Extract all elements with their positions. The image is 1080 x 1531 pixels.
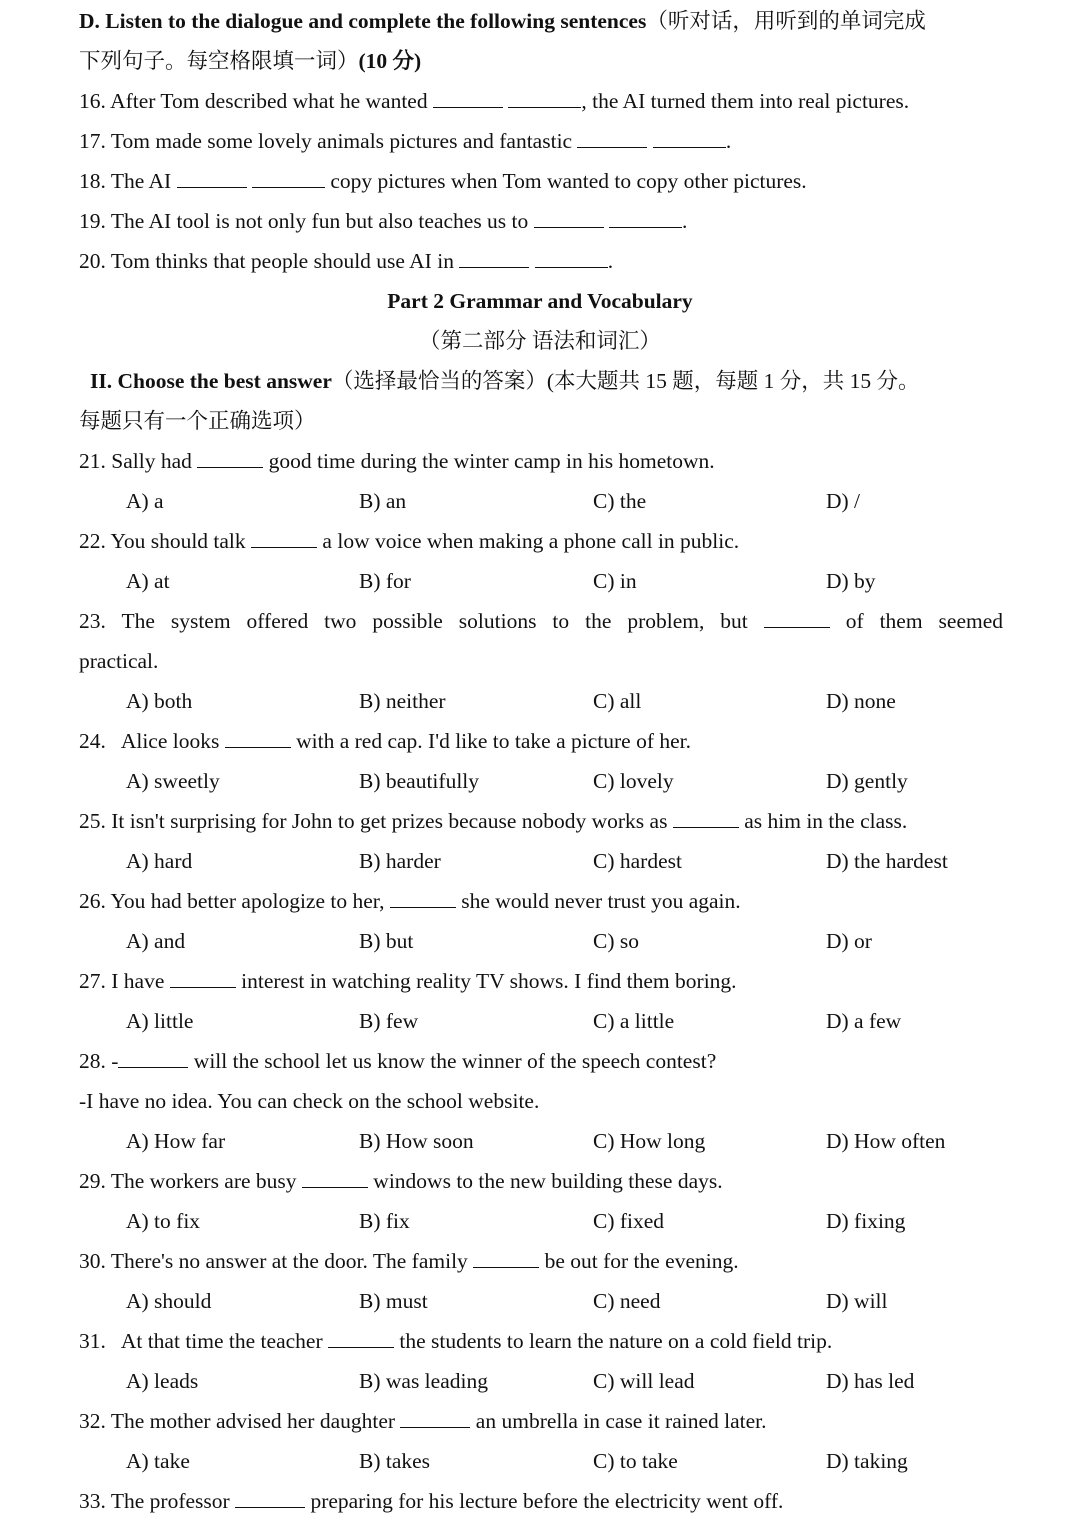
answer-blank	[302, 1167, 368, 1188]
section-d-heading-en: D. Listen to the dialogue and complete the following sentences	[79, 9, 647, 33]
part2-subtitle: （第二部分 语法和词汇）	[419, 329, 661, 353]
question-number: 22.	[79, 529, 106, 553]
question-29	[79, 1167, 1003, 1195]
answer-blank	[764, 607, 830, 628]
question-text: preparing for his lecture before the electricity went off.	[310, 1489, 784, 1513]
listening-item-16	[79, 87, 1003, 115]
item-number: 17.	[79, 129, 106, 153]
question-text: The workers are busy	[110, 1169, 297, 1193]
question-text: as him in the class.	[744, 809, 908, 833]
option-c: C) lovely	[593, 769, 674, 793]
question-text: with a red cap. I'd like to take a picture of her.	[296, 729, 692, 753]
option-a: A) take	[126, 1449, 190, 1473]
question-text: an umbrella in case it rained later.	[475, 1409, 767, 1433]
option-d: D) a few	[826, 1009, 902, 1033]
part2-title: Part 2 Grammar and Vocabulary	[387, 289, 693, 313]
option-b: B) for	[359, 569, 411, 593]
answer-blank	[118, 1047, 188, 1068]
question-text: the students to learn the nature on a cold field trip.	[399, 1329, 833, 1353]
question-number: 30.	[79, 1249, 106, 1273]
question-21	[79, 447, 1003, 475]
question-text: There's no answer at the door. The family	[110, 1249, 468, 1273]
item-text: The AI	[110, 169, 172, 193]
option-c: C) the	[593, 489, 647, 513]
answer-blank	[609, 207, 682, 228]
item-text: copy pictures when Tom wanted to copy other pictures.	[330, 169, 807, 193]
option-b: B) few	[359, 1009, 419, 1033]
question-25	[79, 807, 1003, 835]
question-text: be out for the evening.	[544, 1249, 739, 1273]
option-a: A) to fix	[126, 1209, 201, 1233]
item-text: Tom made some lovely animals pictures and fantastic	[110, 129, 573, 153]
option-d: D) How often	[826, 1129, 946, 1153]
question-23-continued: practical.	[79, 649, 159, 673]
option-d: D) or	[826, 929, 872, 953]
item-text: .	[725, 129, 732, 153]
section-d-points: (10 分)	[358, 49, 422, 73]
answer-blank	[673, 807, 739, 828]
item-text: .	[682, 209, 688, 233]
answer-blank	[534, 207, 604, 228]
question-number: 33.	[79, 1489, 106, 1513]
question-text: she would never trust you again.	[461, 889, 741, 913]
section-d-heading-cn1: （听对话，用听到的单词完成	[646, 9, 926, 33]
answer-blank	[535, 247, 608, 268]
item-number: 16.	[79, 89, 106, 113]
option-a: A) little	[126, 1009, 194, 1033]
section-ii-heading-en: II. Choose the best answer	[90, 369, 332, 393]
option-b: B) beautifully	[359, 769, 480, 793]
question-22	[79, 527, 1003, 555]
answer-blank	[177, 167, 247, 188]
section-ii-heading-line1	[90, 367, 1003, 395]
option-d: D) gently	[826, 769, 908, 793]
option-a: A) and	[126, 929, 186, 953]
question-number: 21.	[79, 449, 106, 473]
option-b: B) but	[359, 929, 414, 953]
item-number: 19.	[79, 209, 106, 233]
answer-blank	[577, 127, 647, 148]
section-ii-heading-cn1: （选择最恰当的答案）	[331, 369, 547, 393]
question-text: interest in watching reality TV shows. I find them boring.	[241, 969, 737, 993]
question-text: It isn't surprising for John to get prizes because nobody works as	[111, 809, 668, 833]
answer-blank	[433, 87, 503, 108]
question-text: The system offered two possible solutions to the problem, but	[121, 609, 748, 633]
question-number: 26.	[79, 889, 106, 913]
listening-item-19	[79, 207, 1003, 235]
option-b: B) takes	[359, 1449, 431, 1473]
question-27	[79, 967, 1003, 995]
answer-blank	[653, 127, 726, 148]
option-d: D) the hardest	[826, 849, 948, 873]
question-26	[79, 887, 1003, 915]
question-text: The mother advised her daughter	[110, 1409, 396, 1433]
option-a: A) at	[126, 569, 170, 593]
answer-blank	[251, 527, 317, 548]
section-ii-heading-line2: 每题只有一个正确选项）	[79, 409, 316, 433]
answer-blank	[473, 1247, 539, 1268]
option-a: A) both	[126, 689, 193, 713]
answer-blank	[225, 727, 291, 748]
question-32	[79, 1407, 1003, 1435]
section-ii-heading-mix: (本大题共 15 题，每题 1 分，共 15 分。	[546, 369, 920, 393]
option-c: C) How long	[593, 1129, 706, 1153]
section-d-heading-cn2: 下列句子。每空格限填一词）	[79, 49, 359, 73]
listening-item-17	[79, 127, 1003, 155]
option-b: B) was leading	[359, 1369, 488, 1393]
question-text: Alice looks	[120, 729, 220, 753]
question-text: I have	[111, 969, 165, 993]
answer-blank	[390, 887, 456, 908]
question-number: 28.	[79, 1049, 106, 1073]
answer-blank	[170, 967, 236, 988]
question-33	[79, 1487, 1003, 1515]
option-a: A) a	[126, 489, 164, 513]
option-b: B) harder	[359, 849, 441, 873]
question-text: a low voice when making a phone call in public.	[322, 529, 740, 553]
option-a: A) should	[126, 1289, 212, 1313]
option-c: C) in	[593, 569, 637, 593]
item-text: The AI tool is not only fun but also teaches us to	[110, 209, 529, 233]
question-number: 27.	[79, 969, 106, 993]
question-31	[79, 1327, 1003, 1355]
question-text: You had better apologize to her,	[110, 889, 385, 913]
answer-blank	[328, 1327, 394, 1348]
item-text: After Tom described what he wanted	[110, 89, 428, 113]
listening-item-20	[79, 247, 1003, 275]
option-c: C) hardest	[593, 849, 682, 873]
option-c: C) so	[593, 929, 639, 953]
option-c: C) all	[593, 689, 642, 713]
question-number: 25.	[79, 809, 106, 833]
question-number: 32.	[79, 1409, 106, 1433]
item-number: 18.	[79, 169, 106, 193]
option-d: D) will	[826, 1289, 888, 1313]
question-28-reply: -I have no idea. You can check on the school website.	[79, 1089, 540, 1113]
question-30	[79, 1247, 1003, 1275]
question-text: The professor	[110, 1489, 230, 1513]
question-text: windows to the new building these days.	[373, 1169, 723, 1193]
item-text: .	[607, 249, 614, 273]
item-text: , the AI turned them into real pictures.	[581, 89, 910, 113]
option-b: B) How soon	[359, 1129, 474, 1153]
section-d-heading-line1	[79, 7, 1003, 35]
option-b: B) an	[359, 489, 407, 513]
question-24	[79, 727, 1003, 755]
option-d: D) by	[826, 569, 876, 593]
answer-blank	[400, 1407, 470, 1428]
option-d: D) fixing	[826, 1209, 906, 1233]
question-text: of them seemed	[845, 609, 1004, 633]
question-number: 23.	[79, 609, 106, 633]
option-a: A) How far	[126, 1129, 226, 1153]
option-b: B) neither	[359, 689, 446, 713]
answer-blank	[252, 167, 325, 188]
question-text: good time during the winter camp in his hometown.	[268, 449, 715, 473]
option-c: C) need	[593, 1289, 661, 1313]
question-text: You should talk	[110, 529, 246, 553]
option-a: A) leads	[126, 1369, 199, 1393]
question-text: -	[111, 1049, 119, 1073]
option-a: A) hard	[126, 849, 193, 873]
question-text: At that time the teacher	[120, 1329, 323, 1353]
question-number: 24.	[79, 729, 106, 753]
question-number: 31.	[79, 1329, 106, 1353]
option-c: C) to take	[593, 1449, 678, 1473]
item-number: 20.	[79, 249, 106, 273]
option-d: D) taking	[826, 1449, 908, 1473]
answer-blank	[197, 447, 263, 468]
option-c: C) a little	[593, 1009, 675, 1033]
listening-item-18	[79, 167, 1003, 195]
option-d: D) has led	[826, 1369, 915, 1393]
section-d-heading-line2	[79, 47, 1003, 75]
question-23	[79, 607, 1003, 635]
item-text: Tom thinks that people should use AI in	[110, 249, 454, 273]
option-c: C) fixed	[593, 1209, 665, 1233]
option-c: C) will lead	[593, 1369, 695, 1393]
question-text: Sally had	[111, 449, 192, 473]
answer-blank	[235, 1487, 305, 1508]
option-a: A) sweetly	[126, 769, 220, 793]
option-d: D) /	[826, 489, 861, 513]
answer-blank	[508, 87, 581, 108]
question-text: will the school let us know the winner of the speech contest?	[193, 1049, 717, 1073]
answer-blank	[459, 247, 529, 268]
option-b: B) must	[359, 1289, 428, 1313]
question-28	[79, 1047, 1003, 1075]
option-b: B) fix	[359, 1209, 410, 1233]
option-d: D) none	[826, 689, 896, 713]
question-number: 29.	[79, 1169, 106, 1193]
